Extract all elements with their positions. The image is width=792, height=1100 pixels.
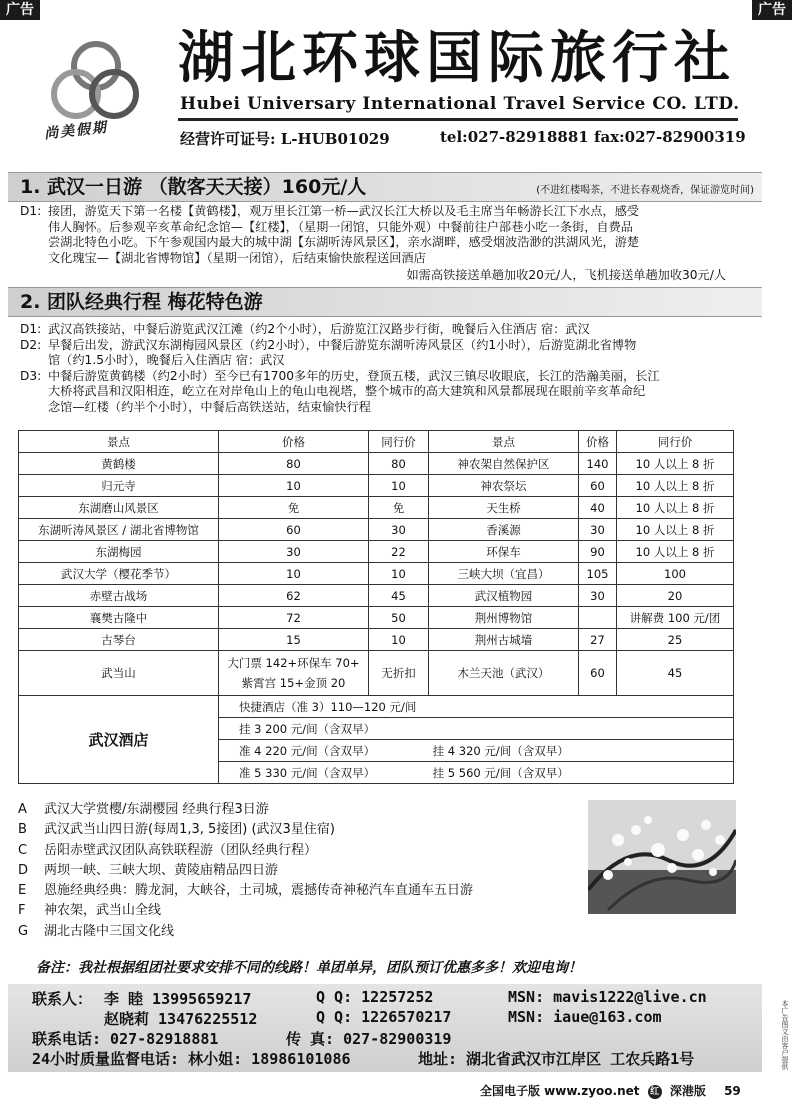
route-text: 武汉大学赏樱/东湖樱园 经典行程3日游 [44, 802, 269, 817]
table-cell: 27 [579, 629, 617, 651]
table-cell: 100 [617, 563, 734, 585]
table-cell: 90 [579, 541, 617, 563]
license-number: 经营许可证号: L-HUB01029 [180, 130, 390, 148]
table-cell: 归元寺 [19, 475, 219, 497]
wudang-price-line: 紫霄宫 15+金顶 20 [241, 676, 346, 690]
hotel-label: 武汉酒店 [19, 696, 219, 784]
itinerary-line: 大桥将武昌和汉阳相连，屹立在对岸龟山上的龟山电视塔，整个城市的高大建筑和风景都展现在眼前辛亥革命纪 [48, 384, 646, 398]
table-cell: 105 [579, 563, 617, 585]
table-cell: 10 人以上 8 折 [617, 541, 734, 563]
itinerary-line: 早餐后出发，游武汉东湖梅园风景区（约2小时），中餐后游览东湖听涛风景区（约1小时），后游览湖北省博物 [48, 337, 637, 352]
hotel-price-line [219, 762, 734, 784]
hotel-price-line: 挂 3 200 元/间（含双早） [219, 718, 734, 740]
itinerary-line: 武汉高铁接站，中餐后游览武汉江滩（约2个小时），后游览江汉路步行街，晚餐后入住酒店 宿：武汉 [48, 322, 590, 336]
route-item [18, 861, 473, 881]
contact-label: 联系人： [32, 990, 93, 1008]
table-cell: 60 [579, 475, 617, 497]
contact-hotline: 24小时质量监督电话: 林小姐: 18986101086 [32, 1050, 351, 1068]
contact-qq-1: Q Q: 12257252 [316, 988, 434, 1006]
itinerary-line: 中餐后游览黄鹤楼（约2小时）至今已有1700多年的历史，登顶五楼，武汉三镇尽收眼底，长江的浩瀚美丽，长江 [48, 368, 660, 383]
route-item [18, 922, 473, 942]
table-cell: 神农祭坛 [429, 475, 579, 497]
hotel-price-a: 准 4 220 元/间（含双早） [239, 743, 376, 758]
day-label: D2: [20, 337, 42, 352]
plum-blossom-photo [588, 800, 736, 914]
table-row [19, 563, 734, 585]
header-tel: tel:027-82918881 [440, 128, 589, 146]
table-cell: 80 [219, 453, 369, 475]
day-label: D3: [20, 368, 42, 383]
table-cell: 45 [617, 651, 734, 696]
table-cell: 武汉大学（樱花季节） [19, 563, 219, 585]
route-text: 岳阳赤壁武汉团队高铁联程游（团队经典行程） [44, 842, 318, 858]
route-list [18, 800, 473, 942]
itinerary-line: 文化瑰宝—【湖北省博物馆】（星期一闭馆），后结束愉快旅程送回酒店 [48, 250, 426, 265]
table-header-cell: 景点 [19, 431, 219, 453]
itinerary-line: 尝湖北特色小吃。下午参观国内最大的城中湖【东湖听涛风景区】，亲水湖畔，感受烟波浩渺的洪湖风光，游楚 [48, 235, 640, 249]
section-1-header [8, 172, 762, 202]
contact-msn-2: MSN: iaue@163.com [508, 1008, 662, 1026]
contact-qq-2: Q Q: 1226570217 [316, 1008, 452, 1026]
route-text: 两坝一峡、三峡大坝、黄陵庙精品四日游 [44, 862, 279, 878]
wudang-price-cell [219, 651, 369, 696]
company-english-name: Hubei Universary International Travel Service CO. LTD. [180, 94, 740, 114]
route-key: E [18, 883, 27, 899]
table-row [19, 541, 734, 563]
table-header-cell: 同行价 [617, 431, 734, 453]
ad-label-left: 广告 [0, 0, 40, 20]
table-row [19, 585, 734, 607]
itinerary-line: 念馆—红楼（约半个小时），中餐后高铁送站，结束愉快行程 [48, 399, 371, 414]
route-key: A [18, 802, 27, 817]
page-footer [480, 1082, 741, 1099]
route-key: G [18, 923, 29, 939]
table-cell: 免 [369, 497, 429, 519]
table-cell: 环保车 [429, 541, 579, 563]
table-cell: 30 [579, 585, 617, 607]
price-table [18, 430, 734, 784]
table-cell: 45 [369, 585, 429, 607]
table-header-cell: 价格 [219, 431, 369, 453]
footer-mark-icon: 红 [648, 1085, 662, 1099]
route-item [18, 901, 473, 921]
footer-site: 全国电子版 www.zyoo.net [480, 1084, 640, 1098]
table-cell: 10 [369, 475, 429, 497]
table-cell: 62 [219, 585, 369, 607]
table-cell: 东湖梅园 [19, 541, 219, 563]
table-cell: 10 [219, 475, 369, 497]
table-header-row [19, 431, 734, 453]
route-key: F [18, 903, 26, 919]
section-1-title: 1. 武汉一日游 （散客天天接）160元/人 [20, 176, 367, 198]
table-cell [579, 607, 617, 629]
table-cell: 10 人以上 8 折 [617, 497, 734, 519]
table-cell: 30 [579, 519, 617, 541]
table-cell: 荆州古城墙 [429, 629, 579, 651]
table-row-wudang [19, 651, 734, 696]
table-cell: 武当山 [19, 651, 219, 696]
section-2-header [8, 287, 762, 317]
contact-address: 地址: 湖北省武汉市江岸区 工农兵路1号 [418, 1050, 695, 1068]
table-row [19, 475, 734, 497]
route-text: 恩施经典经典：腾龙洞，大峡谷，土司城，震撼传奇神秘汽车直通车五日游 [44, 883, 474, 899]
table-cell: 15 [219, 629, 369, 651]
table-cell: 20 [617, 585, 734, 607]
page-number: 59 [724, 1084, 741, 1098]
footer-edition: 深港版 [669, 1084, 706, 1098]
table-cell: 80 [369, 453, 429, 475]
table-cell: 东湖磨山风景区 [19, 497, 219, 519]
hotel-price-line [219, 740, 734, 762]
contact-person-2: 赵晓莉 13476225512 [104, 1010, 258, 1028]
table-cell: 武汉植物园 [429, 585, 579, 607]
section-1-itinerary [20, 204, 752, 266]
route-item [18, 881, 473, 901]
table-cell: 50 [369, 607, 429, 629]
table-cell: 天生桥 [429, 497, 579, 519]
itinerary-line: 馆（约1.5小时），晚餐后入住酒店 宿：武汉 [48, 353, 285, 367]
itinerary-line: 接团，游览天下第一名楼【黄鹤楼】，观万里长江第一桥—武汉长江大桥以及毛主席当年畅游长江下水点，感受 [48, 204, 640, 218]
header-fax: fax:027-82900319 [594, 128, 746, 146]
table-row [19, 629, 734, 651]
section-1-note: (不进红楼喝茶，不进长春观烧香，保证游览时间) [536, 185, 754, 196]
table-cell: 襄樊古隆中 [19, 607, 219, 629]
table-cell: 荆州博物馆 [429, 607, 579, 629]
table-cell: 40 [579, 497, 617, 519]
route-key: C [18, 842, 28, 858]
table-row [19, 497, 734, 519]
section-1-extra-fee: 如需高铁接送单趟加收20元/人，飞机接送单趟加收30元/人 [406, 268, 726, 282]
table-cell: 三峡大坝（宜昌） [429, 563, 579, 585]
table-cell: 10 [219, 563, 369, 585]
table-cell: 神农架自然保护区 [429, 453, 579, 475]
table-cell: 10 [369, 563, 429, 585]
table-cell: 10 人以上 8 折 [617, 453, 734, 475]
title-divider [178, 118, 738, 121]
route-text: 武汉武当山四日游(每周1,3, 5接团) (武汉3星住宿) [44, 822, 335, 838]
table-cell: 72 [219, 607, 369, 629]
table-cell: 10 人以上 8 折 [617, 475, 734, 497]
route-item [18, 820, 473, 840]
hotel-price-b: 挂 5 560 元/间（含双早） [432, 765, 569, 780]
table-cell: 140 [579, 453, 617, 475]
table-cell: 25 [617, 629, 734, 651]
table-cell: 无折扣 [369, 651, 429, 696]
table-cell: 东湖听涛风景区 / 湖北省博物馆 [19, 519, 219, 541]
contact-panel [8, 984, 762, 1072]
table-cell: 香溪源 [429, 519, 579, 541]
table-cell: 60 [579, 651, 617, 696]
route-key: D [18, 862, 29, 878]
itinerary-line: 伟人胸怀。后参观辛亥革命纪念馆—【红楼】，（星期一闭馆，只能外观）中餐前往户部巷小吃一条街，自费品 [48, 219, 633, 234]
table-header-cell: 同行价 [369, 431, 429, 453]
table-cell: 30 [369, 519, 429, 541]
contact-fax: 传 真: 027-82900319 [286, 1030, 452, 1048]
table-cell: 古琴台 [19, 629, 219, 651]
table-cell: 黄鹤楼 [19, 453, 219, 475]
route-key: B [18, 822, 27, 838]
contact-phone: 联系电话: 027-82918881 [32, 1030, 219, 1048]
table-cell: 免 [219, 497, 369, 519]
route-item [18, 841, 473, 861]
table-header-cell: 价格 [579, 431, 617, 453]
table-row [19, 607, 734, 629]
day-label: D1: [20, 204, 42, 218]
route-text: 湖北古隆中三国文化线 [44, 923, 175, 939]
contact-msn-1: MSN: mavis1222@live.cn [508, 988, 707, 1006]
hotel-price-a: 准 5 330 元/间（含双早） [239, 765, 376, 780]
table-header-cell: 景点 [429, 431, 579, 453]
route-text: 神农架，武当山全线 [44, 903, 162, 919]
hotel-price-b: 挂 4 320 元/间（含双早） [432, 743, 569, 758]
company-title: 湖北环球国际旅行社 [178, 25, 736, 91]
contact-person-1: 李 睦 13995659217 [104, 990, 252, 1008]
section-2-title: 2. 团队经典行程 梅花特色游 [20, 291, 263, 313]
remark-note: 备注：我社根据组团社要求安排不同的线路！单团单异，团队预订优惠多多！欢迎电询！ [36, 960, 582, 976]
table-cell: 10 人以上 8 折 [617, 519, 734, 541]
logo-text: 尚美假期 [43, 119, 109, 143]
table-row [19, 453, 734, 475]
table-cell: 木兰天池（武汉） [429, 651, 579, 696]
table-cell: 60 [219, 519, 369, 541]
table-cell: 30 [219, 541, 369, 563]
route-item [18, 800, 473, 820]
table-row [19, 519, 734, 541]
table-cell: 22 [369, 541, 429, 563]
ad-label-right: 广告 [752, 0, 792, 20]
hotel-row [19, 696, 734, 718]
table-cell: 讲解费 100 元/团 [617, 607, 734, 629]
wudang-price-line: 大门票 142+环保车 70+ [227, 656, 360, 670]
side-note: 本广告图文由客户提供 [781, 1000, 789, 1070]
table-cell: 赤壁古战场 [19, 585, 219, 607]
hotel-price-line: 快捷酒店（准 3）110—120 元/间 [219, 696, 734, 718]
table-cell: 10 [369, 629, 429, 651]
day-label: D1: [20, 322, 42, 336]
section-2-itinerary [20, 322, 752, 415]
